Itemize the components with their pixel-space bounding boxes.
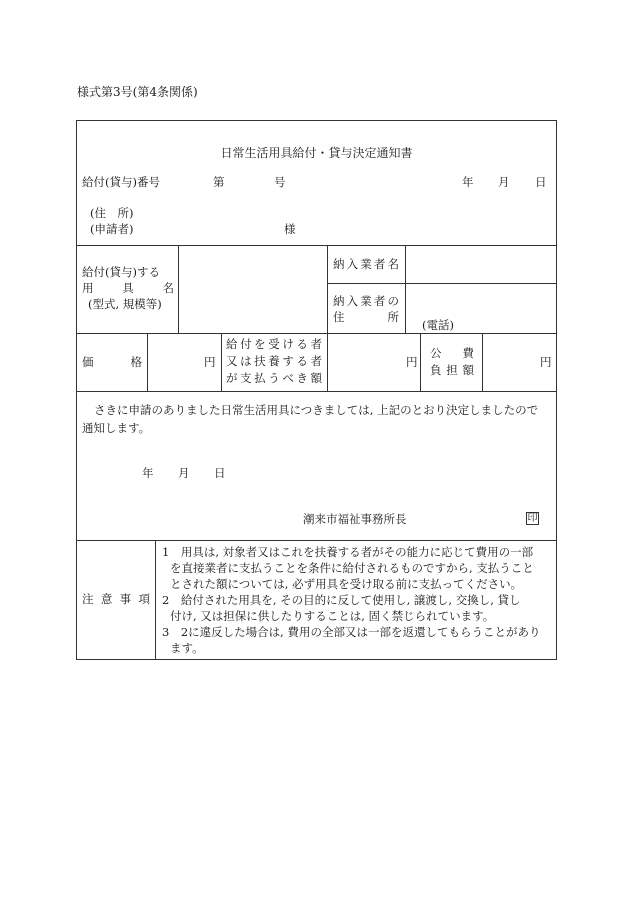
note-line-3: とされた額については, 必ず用具を受け取る前に支払ってください。 [170, 577, 523, 591]
note-line-4: 2 給付された用具を, その目的に反して使用し, 譲渡し, 交換し, 貸し [162, 593, 521, 607]
form-label: 様式第3号(第4条関係) [77, 85, 198, 99]
seal-mark: 印 [527, 513, 538, 524]
divider-notice-bottom [76, 540, 557, 541]
public-burden-yen: 円 [540, 355, 552, 369]
burden-label-line2: 又 は 扶 養 す る 者 [226, 354, 322, 368]
notice-line2: 通知します。 [82, 421, 151, 435]
supplier-address-label-line2: 住 所 [333, 310, 399, 324]
burden-label-line1: 給 付 を 受 け る 者 [226, 337, 322, 351]
honorific-sama: 様 [284, 222, 296, 236]
item-label-line2: 用 具 名 [82, 281, 174, 295]
supplier-address-label-line1: 納 入 業 者 の [333, 294, 399, 308]
date-year: 年 [462, 175, 474, 189]
note-line-2: を直接業者に支払うことを条件に給付されるものですから, 支払うこと [170, 561, 534, 575]
date-month: 月 [498, 175, 510, 189]
divider-price-3 [327, 333, 328, 391]
public-burden-label-line2: 負 担 額 [430, 363, 474, 377]
divider-price-5 [482, 333, 483, 391]
divider-item-label [178, 245, 179, 333]
number-dai: 第 [213, 175, 225, 189]
divider-price-1 [147, 333, 148, 391]
item-label-line3: (型式, 規模等) [88, 297, 162, 311]
notes-label: 注 意 事 項 [82, 592, 150, 606]
note-line-1: 1 用具は, 対象者又はこれを扶養する者がその能力に応じて費用の一部 [162, 545, 534, 559]
supplier-phone-label: (電話) [422, 318, 454, 332]
supplier-name-label: 納 入 業 者 名 [333, 257, 399, 271]
divider-price-4 [420, 333, 421, 391]
note-line-7: ます。 [170, 641, 204, 655]
divider-supplier-mid [327, 283, 557, 284]
public-burden-label-line1: 公 費 [430, 346, 474, 360]
address-label: (住 所) [90, 206, 134, 220]
document-title: 日常生活用具給付・貸与決定通知書 [220, 146, 413, 160]
divider-notes-label [155, 540, 156, 660]
notice-line1: さきに申請のありました日常生活用具につきましては, 上記のとおり決定しましたので [94, 403, 539, 417]
divider-price-2 [221, 333, 222, 391]
item-label-line1: 給付(貸与)する [82, 265, 160, 279]
burden-label-line3: が 支 払 う べ き 額 [226, 371, 322, 385]
note-line-6: 3 2に違反した場合は, 費用の全部又は一部を返還してもらうことがあり [162, 625, 541, 639]
number-label: 給付(貸与)番号 [82, 175, 160, 189]
price-label: 価 格 [82, 355, 142, 369]
notice-date-day: 日 [214, 466, 226, 480]
notice-date-year: 年 [142, 466, 154, 480]
divider-item-supplier [327, 245, 328, 333]
divider-item-bottom [76, 333, 557, 334]
number-go: 号 [274, 175, 286, 189]
note-line-5: 付け, 又は担保に供したりすることは, 固く禁じられています。 [170, 609, 495, 623]
divider-header-bottom [76, 245, 557, 246]
applicant-label: (申請者) [90, 222, 134, 236]
divider-price-bottom [76, 391, 557, 392]
price-yen: 円 [204, 355, 216, 369]
burden-yen: 円 [406, 355, 418, 369]
date-day: 日 [535, 175, 547, 189]
notice-date-month: 月 [178, 466, 190, 480]
issuer-name: 潮来市福祉事務所長 [303, 512, 407, 526]
divider-supplier-label [405, 245, 406, 333]
